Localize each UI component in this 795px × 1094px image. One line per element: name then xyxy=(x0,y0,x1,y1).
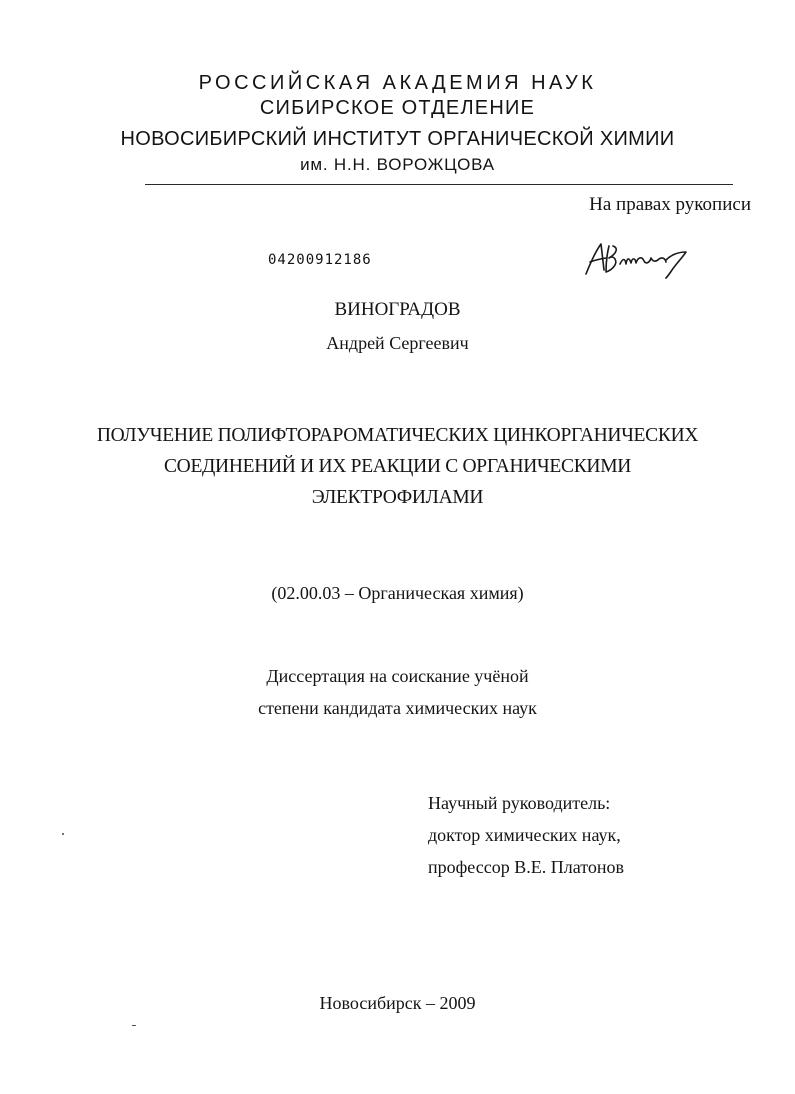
dissertation-title-line-2: СОЕДИНЕНИЙ И ИХ РЕАКЦИИ С ОРГАНИЧЕСКИМИ xyxy=(163,456,632,477)
dissertation-title-line-1: ПОЛУЧЕНИЕ ПОЛИФТОРАРОМАТИЧЕСКИХ ЦИНКОРГАНИЧЕСКИХ xyxy=(96,425,699,446)
branch-name: СИБИРСКОЕ ОТДЕЛЕНИЕ xyxy=(259,97,536,119)
author-given-names: Андрей Сергеевич xyxy=(326,333,469,353)
specialty-code: (02.00.03 – Органическая химия) xyxy=(271,583,524,603)
document-code: 04200912186 xyxy=(268,252,372,268)
supervisor-name: профессор В.Е. Платонов xyxy=(428,857,624,877)
institute-name: НОВОСИБИРСКИЙ ИНСТИТУТ ОРГАНИЧЕСКОЙ ХИМИИ xyxy=(120,128,675,150)
supervisor-label: Научный руководитель: xyxy=(428,793,611,813)
manuscript-rights-note: На правах рукописи xyxy=(589,194,751,215)
author-signature xyxy=(582,240,694,280)
degree-statement-line-1: Диссертация на соискание учёной xyxy=(266,666,529,686)
degree-statement-line-2: степени кандидата химических наук xyxy=(258,698,537,718)
dissertation-title-line-3: ЭЛЕКТРОФИЛАМИ xyxy=(311,487,484,508)
author-surname: ВИНОГРАДОВ xyxy=(334,299,461,320)
scan-speck xyxy=(62,833,64,835)
institute-honorific: им. Н.Н. ВОРОЖЦОВА xyxy=(300,155,495,174)
supervisor-degree: доктор химических наук, xyxy=(428,825,621,845)
signature-stroke-b xyxy=(606,246,616,272)
signature-stroke-tail xyxy=(666,252,686,278)
signature-stroke-letters xyxy=(620,258,666,264)
scan-speck xyxy=(132,1025,136,1026)
header-divider xyxy=(145,184,733,185)
place-and-year: Новосибирск – 2009 xyxy=(319,993,476,1013)
academy-name: РОССИЙСКАЯ АКАДЕМИЯ НАУК xyxy=(198,72,597,94)
